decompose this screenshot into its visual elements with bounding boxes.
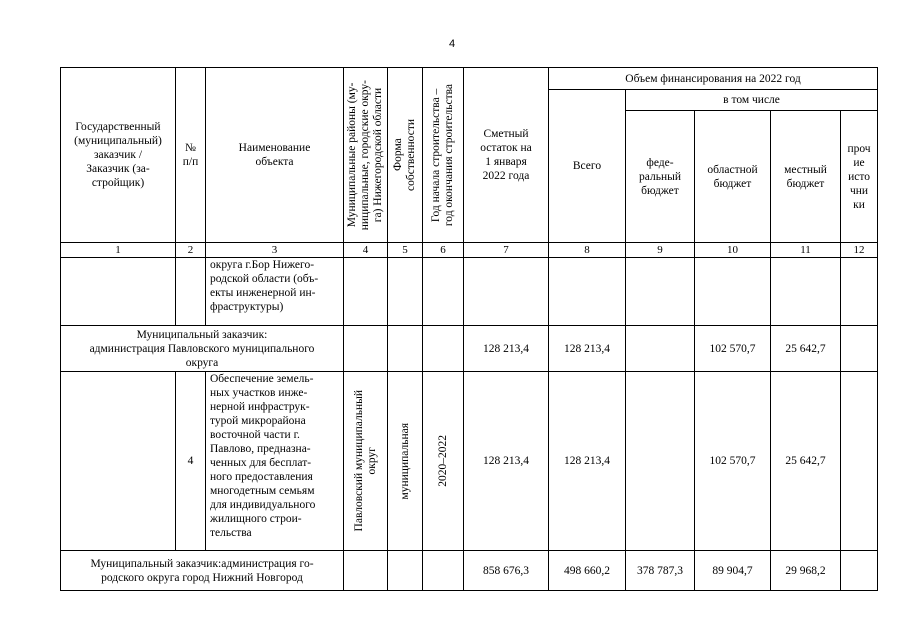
header-including: в том числе <box>626 90 878 111</box>
estimate-cell: 858 676,3 <box>464 551 549 591</box>
item-years: 2020–2022 <box>423 372 464 551</box>
continuation-object-name: округа г.Бор Нижего- родской области (объ- екты инженерной ин- фраструктуры) <box>206 258 344 326</box>
item-ownership: муниципальная <box>388 372 423 551</box>
column-number: 2 <box>176 243 206 258</box>
column-number: 9 <box>626 243 695 258</box>
other-cell <box>841 551 878 591</box>
local-cell: 29 968,2 <box>771 551 841 591</box>
column-number: 7 <box>464 243 549 258</box>
header-total: Всего <box>549 90 626 243</box>
column-number: 3 <box>206 243 344 258</box>
estimate-cell: 128 213,4 <box>464 372 549 551</box>
financing-table <box>60 67 878 591</box>
customer-pavlovo-row <box>61 326 878 372</box>
customer-nn-row <box>61 551 878 591</box>
total-cell: 498 660,2 <box>549 551 626 591</box>
customer-nn-label: Муниципальный заказчик:администрация го- родского округа город Нижний Новгород <box>61 551 344 591</box>
item-object-name: Обеспечение земель- ных участков инже- нерной инфраструк- турой микрорайона восточной части г. Павлово, предназна- ченных для бесплат- ного предоставления многодетным семьям для индивидуального жилищного строи- тельства <box>206 372 344 551</box>
federal-cell <box>626 326 695 372</box>
column-number: 1 <box>61 243 176 258</box>
header-local: местный бюджет <box>771 111 841 243</box>
continuation-row <box>61 258 878 326</box>
federal-cell: 378 787,3 <box>626 551 695 591</box>
item-4-row <box>61 372 878 551</box>
customer-pavlovo-label: Муниципальный заказчик: администрация Павловского муниципального округа <box>61 326 344 372</box>
local-cell: 25 642,7 <box>771 326 841 372</box>
column-number: 12 <box>841 243 878 258</box>
local-cell: 25 642,7 <box>771 372 841 551</box>
header-other: проч ие исто чни ки <box>841 111 878 243</box>
other-cell <box>841 326 878 372</box>
total-cell: 128 213,4 <box>549 372 626 551</box>
header-federal: феде- ральный бюджет <box>626 111 695 243</box>
column-number: 10 <box>695 243 771 258</box>
column-number: 6 <box>423 243 464 258</box>
column-number: 5 <box>388 243 423 258</box>
federal-cell <box>626 372 695 551</box>
item-district: Павловский муниципальный округ <box>344 372 388 551</box>
header-districts: Муниципальные районы (му- ниципальные, городские окру- га) Нижегородской области <box>344 68 388 243</box>
column-number: 4 <box>344 243 388 258</box>
item-number: 4 <box>176 372 206 551</box>
regional-cell: 102 570,7 <box>695 372 771 551</box>
regional-cell: 89 904,7 <box>695 551 771 591</box>
header-ownership: Форма собственности <box>388 68 423 243</box>
header-regional: областной бюджет <box>695 111 771 243</box>
other-cell <box>841 372 878 551</box>
column-number-row <box>61 243 878 258</box>
header-estimate-balance: Сметный остаток на 1 января 2022 года <box>464 68 549 243</box>
header-number: № п/п <box>176 68 206 243</box>
estimate-cell: 128 213,4 <box>464 326 549 372</box>
column-number: 11 <box>771 243 841 258</box>
regional-cell: 102 570,7 <box>695 326 771 372</box>
total-cell: 128 213,4 <box>549 326 626 372</box>
header-funding: Объем финансирования на 2022 год <box>549 68 878 90</box>
column-number: 8 <box>549 243 626 258</box>
header-years: Год начала строительства – год окончания строительства <box>423 68 464 243</box>
page-number: 4 <box>448 38 456 50</box>
header-object-name: Наименование объекта <box>206 68 344 243</box>
header-customer: Государственный (муниципальный) заказчик / Заказчик (за- стройщик) <box>61 68 176 243</box>
